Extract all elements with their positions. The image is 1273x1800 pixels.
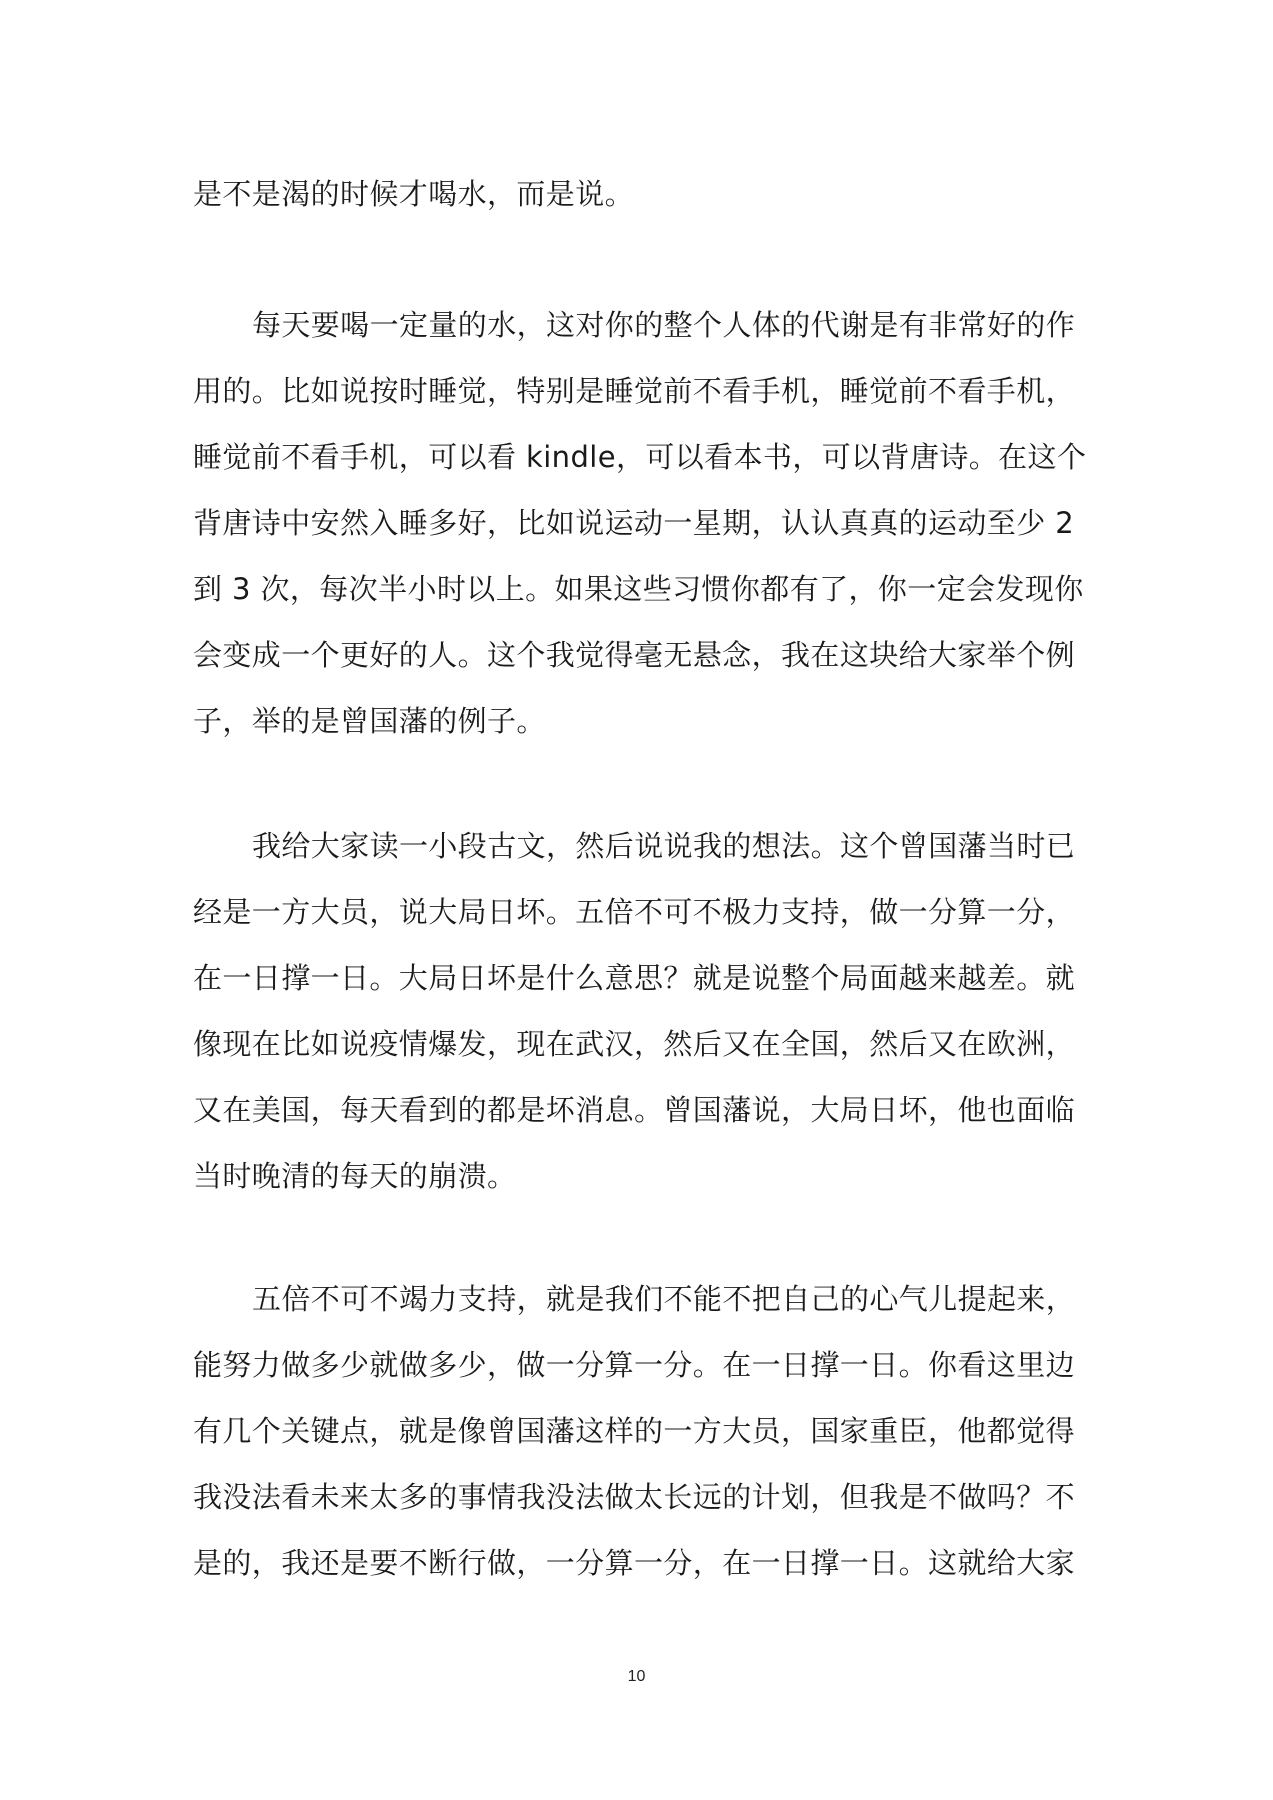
text-line: 背唐诗中安然入睡多好，比如说运动一星期，认认真真的运动至少 2 bbox=[193, 506, 1075, 540]
text-line: 我给大家读一小段古文，然后说说我的想法。这个曾国藩当时已 bbox=[252, 829, 1076, 863]
text-line: 有几个关键点，就是像曾国藩这样的一方大员，国家重臣，他都觉得 bbox=[193, 1414, 1076, 1448]
paragraph bbox=[193, 813, 1085, 1209]
text-line: 像现在比如说疫情爆发，现在武汉，然后又在全国，然后又在欧洲， bbox=[193, 1027, 1076, 1061]
text-line: 会变成一个更好的人。这个我觉得毫无悬念，我在这块给大家举个例 bbox=[193, 638, 1076, 672]
text-line: 用的。比如说按时睡觉，特别是睡觉前不看手机，睡觉前不看手机， bbox=[193, 374, 1076, 408]
text-line: 睡觉前不看手机，可以看 kindle，可以看本书，可以背唐诗。在这个 bbox=[193, 440, 1087, 474]
text-line: 是不是渴的时候才喝水，而是说。 bbox=[193, 177, 635, 211]
text-line: 是的，我还是要不断行做，一分算一分，在一日撑一日。这就给大家 bbox=[193, 1546, 1076, 1580]
paragraph bbox=[193, 292, 1085, 754]
text-line: 每天要喝一定量的水，这对你的整个人体的代谢是有非常好的作 bbox=[252, 308, 1076, 342]
text-line: 在一日撑一日。大局日坏是什么意思？就是说整个局面越来越差。就 bbox=[193, 961, 1076, 995]
text-line: 经是一方大员，说大局日坏。五倍不可不极力支持，做一分算一分， bbox=[193, 895, 1076, 929]
page-number: 10 bbox=[627, 1668, 646, 1685]
text-line: 能努力做多少就做多少，做一分算一分。在一日撑一日。你看这里边 bbox=[193, 1348, 1076, 1382]
text-line: 我没法看未来太多的事情我没法做太长远的计划，但我是不做吗？不 bbox=[193, 1480, 1076, 1514]
paragraph bbox=[193, 161, 1085, 227]
text-line: 到 3 次，每次半小时以上。如果这些习惯你都有了，你一定会发现你 bbox=[193, 572, 1084, 606]
text-line: 又在美国，每天看到的都是坏消息。曾国藩说，大局日坏，他也面临 bbox=[193, 1093, 1076, 1127]
text-line: 当时晚清的每天的崩溃。 bbox=[193, 1159, 517, 1193]
text-line: 子，举的是曾国藩的例子。 bbox=[193, 704, 546, 738]
text-line: 五倍不可不竭力支持，就是我们不能不把自己的心气儿提起来， bbox=[252, 1282, 1076, 1316]
paragraph bbox=[193, 1266, 1085, 1596]
